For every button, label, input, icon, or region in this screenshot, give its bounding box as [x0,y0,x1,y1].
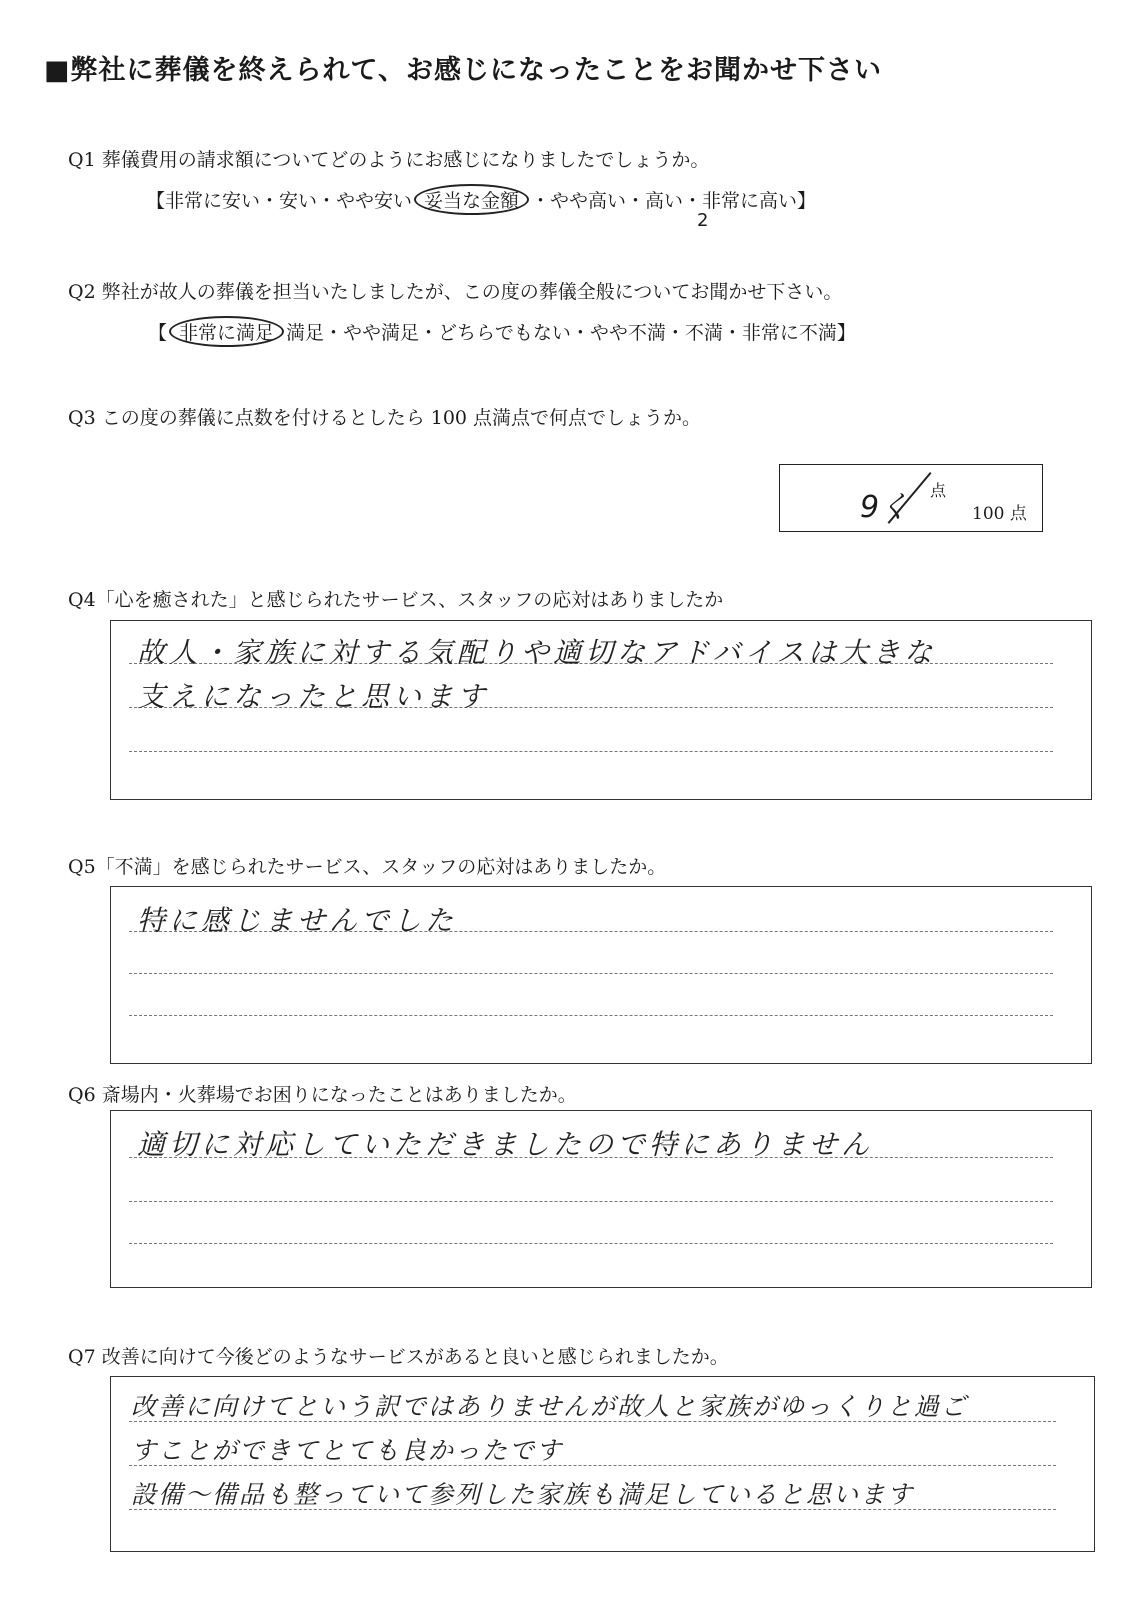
q6-question: Q6 斎場内・火葬場でお困りになったことはありましたか。 [68,1084,577,1106]
q7-answer-line-2: すことができてとても良かったです [131,1436,564,1465]
q1-handwritten-note: 2 [697,210,709,231]
score-max: 100 点 [972,504,1027,524]
q4-question: Q4「心を癒された」と感じられたサービス、スタッフの応対はありましたか [68,589,724,611]
q5-answer-box [110,886,1092,1064]
q2-choices [148,316,856,347]
answer-line [129,751,1053,752]
q7-answer-line-1: 改善に向けてという訳ではありませんが故人と家族がゆっくりと過ご [131,1392,968,1421]
q2-question: Q2 弊社が故人の葬儀を担当いたしましたが、この度の葬儀全般についてお聞かせ下さい。 [68,281,843,303]
q7-question: Q7 改善に向けて今後どのようなサービスがあると良いと感じられましたか。 [68,1346,729,1368]
q1-choices-suffix: ・やや高い・高い・非常に高い】 [531,190,817,212]
q3-question: Q3 この度の葬儀に点数を付けるとしたら 100 点満点で何点でしょうか。 [68,407,702,429]
survey-heading: ■弊社に葬儀を終えられて、お感じになったことをお聞かせ下さい [44,55,882,86]
q4-answer-line-1: 故人・家族に対する気配りや適切なアドバイスは大きな [137,636,937,669]
q5-answer-line-1: 特に感じませんでした [137,904,458,937]
q6-answer-box [110,1110,1092,1288]
answer-line [129,1201,1053,1202]
q5-question: Q5「不満」を感じられたサービス、スタッフの応対はありましたか。 [68,856,667,878]
q2-choices-suffix: 満足・やや満足・どちらでもない・やや不満・不満・非常に不満】 [286,322,856,344]
score-unit: 点 [930,481,947,500]
q7-answer-line-3: 設備～備品も整っていて参列した家族も満足していると思います [131,1480,915,1509]
answer-line [129,1243,1053,1244]
q1-question: Q1 葬儀費用の請求額についてどのようにお感じになりましたでしょうか。 [68,149,710,171]
q2-choices-prefix: 【 [148,322,168,344]
q2-selected-answer: 非常に満足 [169,316,284,347]
q4-answer-line-2: 支えになったと思います [137,680,490,713]
q4-answer-box [110,620,1092,800]
q6-answer-line-1: 適切に対応していただきましたので特にありません [137,1128,874,1161]
q1-choices [146,184,816,215]
answer-line [129,1015,1053,1016]
answer-line [129,973,1053,974]
q1-choices-prefix: 【非常に安い・安い・やや安い [146,190,413,212]
q1-selected-answer: 妥当な金額 [414,184,529,215]
score-value: 9く [860,490,910,525]
q7-answer-box [110,1376,1095,1552]
